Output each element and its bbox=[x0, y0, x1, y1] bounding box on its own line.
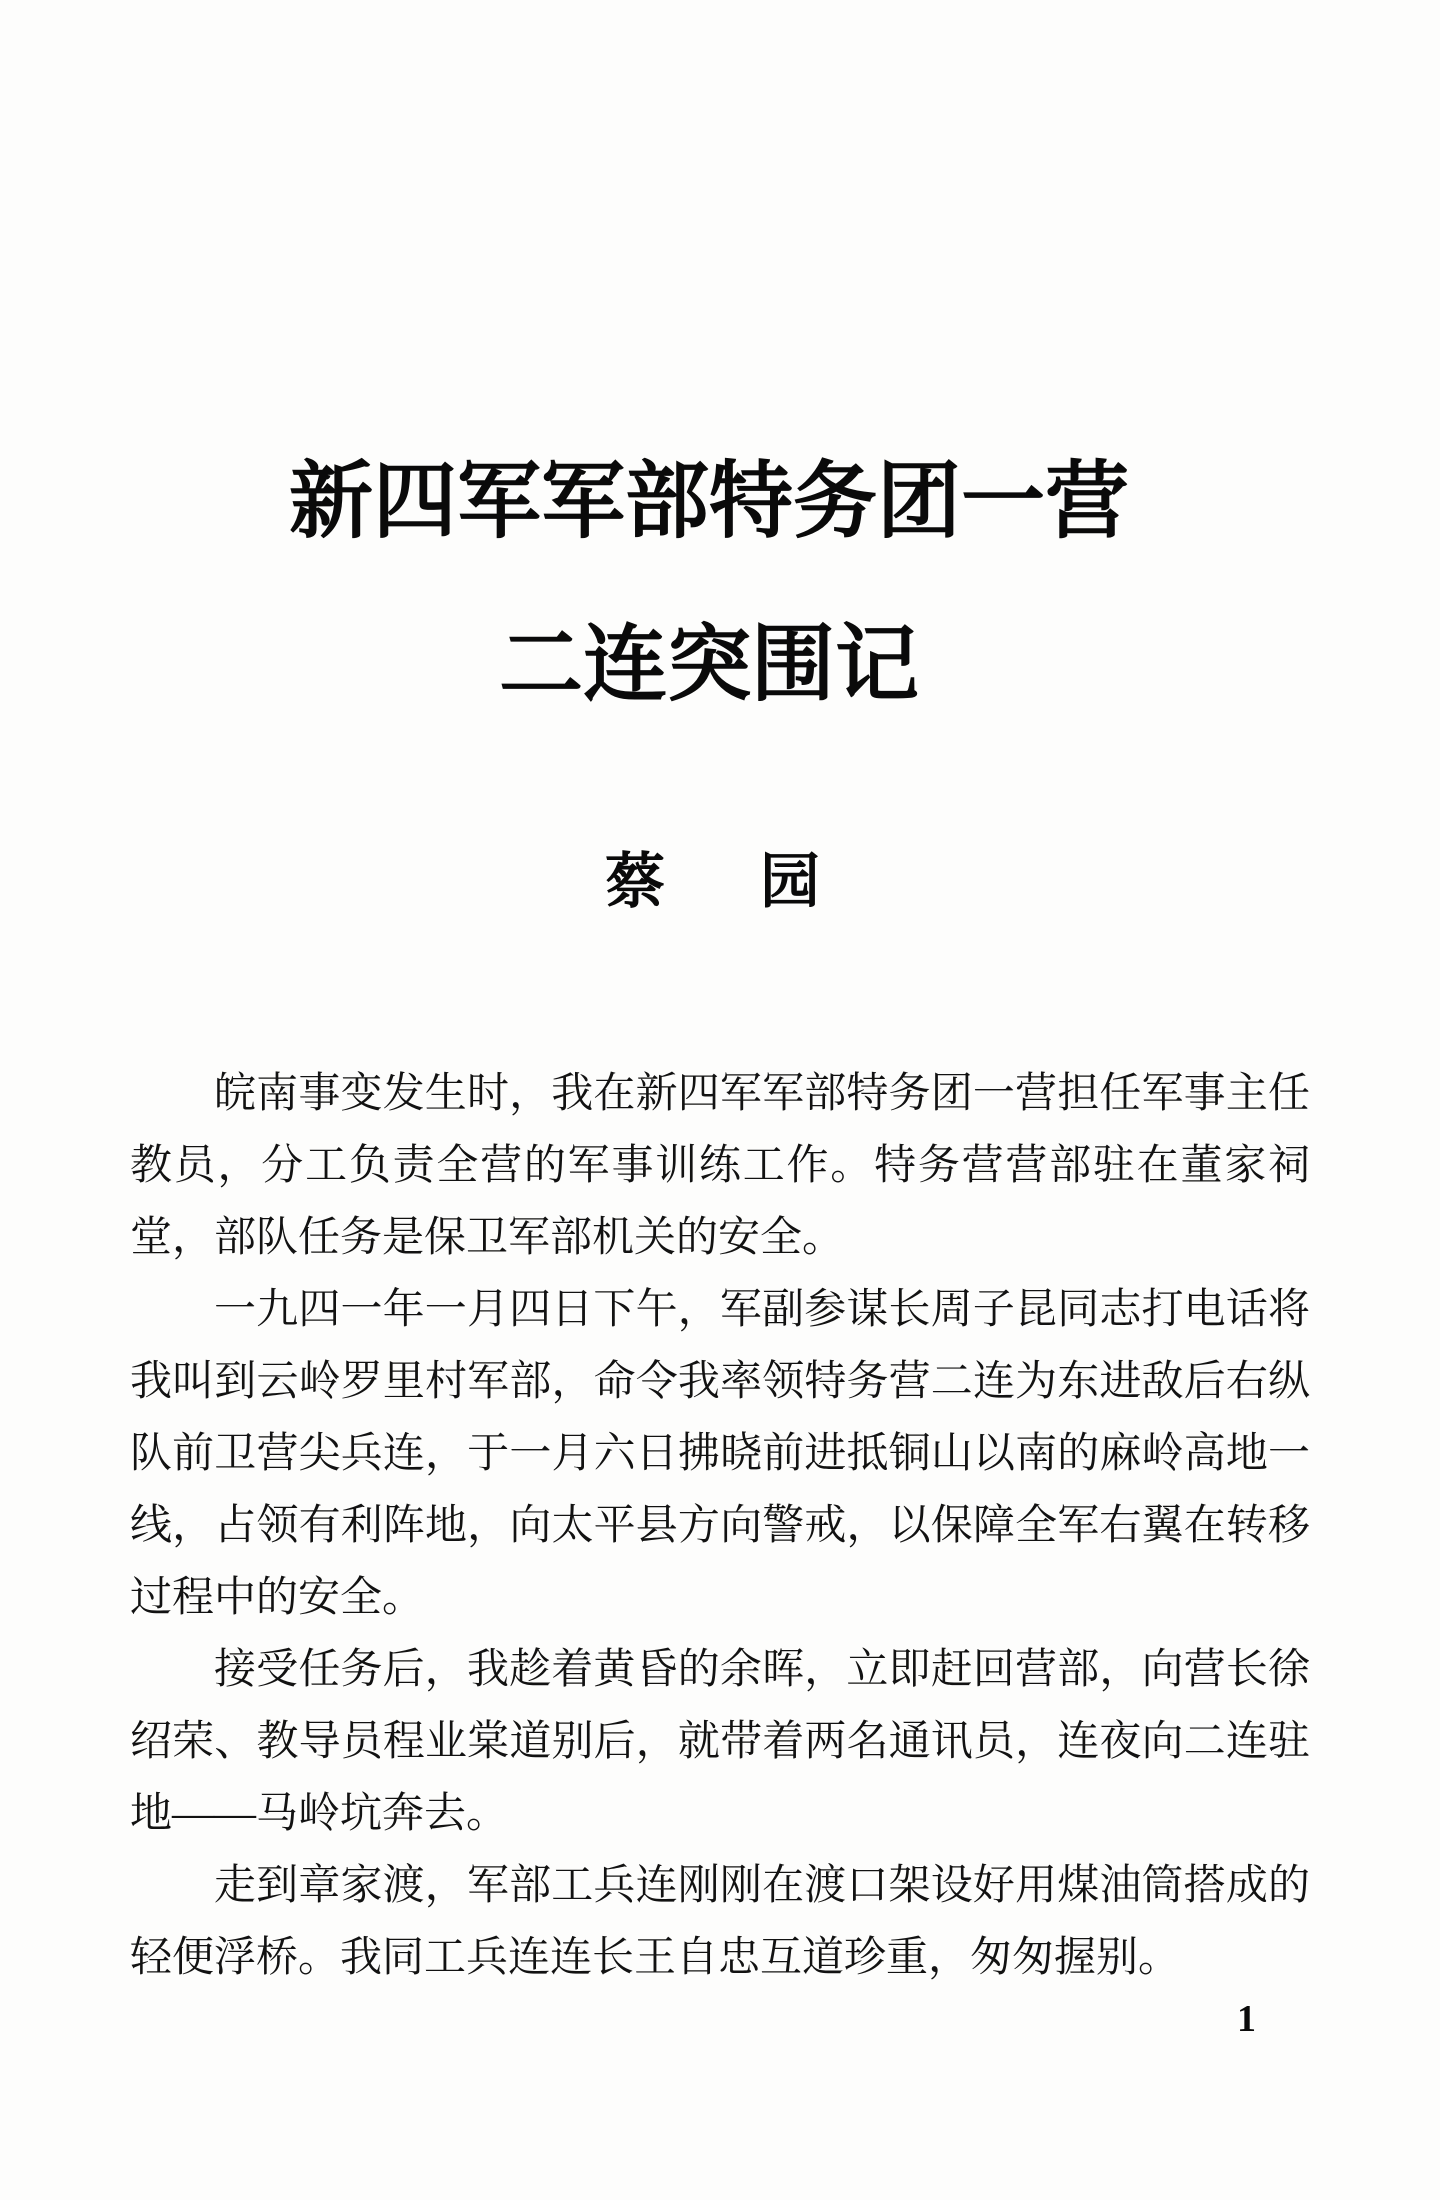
text-line: 走到章家渡，军部工兵连刚刚在渡口架设好用煤油筒搭成的 bbox=[214, 1863, 1310, 1909]
author-given-name: 园 bbox=[760, 848, 820, 915]
text-line: 过程中的安全。 bbox=[130, 1575, 425, 1621]
text-line: 堂，部队任务是保卫军部机关的安全。 bbox=[130, 1215, 845, 1261]
paragraph-1 bbox=[130, 1058, 1310, 1274]
chapter-title-line-1: 新四军军部特务团一营 bbox=[289, 454, 1130, 548]
page-number: 1 bbox=[1237, 1998, 1256, 2040]
text-line: 地——马岭坑奔去。 bbox=[130, 1791, 509, 1837]
author-surname: 蔡 bbox=[605, 848, 665, 915]
text-line: 皖南事变发生时，我在新四军军部特务团一营担任军事主任 bbox=[214, 1071, 1310, 1117]
body-text bbox=[130, 1058, 1310, 1994]
paragraph-3 bbox=[130, 1634, 1310, 1850]
text-line: 一九四一年一月四日下午，军副参谋长周子昆同志打电话将 bbox=[214, 1287, 1310, 1333]
text-line: 教员，分工负责全营的军事训练工作。特务营营部驻在董家祠 bbox=[130, 1143, 1310, 1189]
paragraph-2 bbox=[130, 1274, 1310, 1634]
text-line: 队前卫营尖兵连，于一月六日拂晓前进抵铜山以南的麻岭高地一 bbox=[130, 1431, 1310, 1477]
paragraph-4 bbox=[130, 1850, 1310, 1994]
text-line: 我叫到云岭罗里村军部，命令我率领特务营二连为东进敌后右纵 bbox=[130, 1359, 1310, 1405]
author-byline bbox=[605, 848, 820, 915]
text-line: 接受任务后，我趁着黄昏的余晖，立即赶回营部，向营长徐 bbox=[214, 1647, 1310, 1693]
text-line: 轻便浮桥。我同工兵连连长王自忠互道珍重，匆匆握别。 bbox=[130, 1935, 1181, 1981]
text-line: 绍荣、教导员程业棠道别后，就带着两名通讯员，连夜向二连驻 bbox=[130, 1719, 1310, 1765]
chapter-title-line-2: 二连突围记 bbox=[498, 617, 919, 711]
text-line: 线，占领有利阵地，向太平县方向警戒，以保障全军右翼在转移 bbox=[130, 1503, 1310, 1549]
